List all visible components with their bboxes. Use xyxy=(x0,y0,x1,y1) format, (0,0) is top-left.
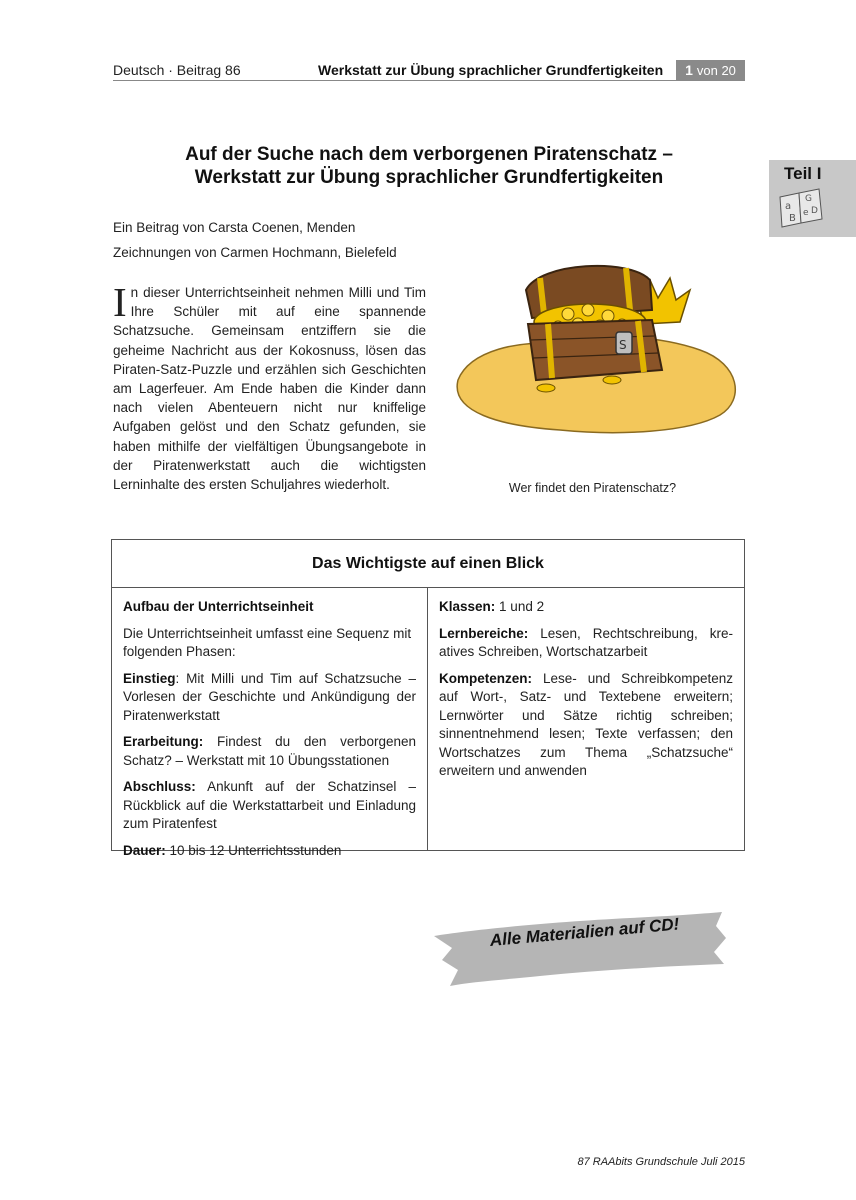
svg-text:G: G xyxy=(805,194,812,204)
author-line: Ein Beitrag von Carsta Coenen, Menden xyxy=(113,220,356,235)
page-total: von 20 xyxy=(696,62,736,78)
svg-text:B: B xyxy=(789,213,796,224)
erarbeitung-label: Erarbeitung: xyxy=(123,734,204,749)
structure-heading: Aufbau der Unterrichtseinheit xyxy=(123,599,314,614)
page-indicator xyxy=(676,60,745,80)
treasure-chest-illustration xyxy=(440,240,745,450)
footer-publication: 87 RAAbits Grundschule Juli 2015 xyxy=(577,1156,745,1168)
kompetenzen-label: Kompetenzen: xyxy=(439,670,533,686)
page-number: 1 xyxy=(685,62,693,78)
cd-banner-brushstroke xyxy=(430,908,730,990)
intro-paragraph xyxy=(113,279,426,494)
einstieg-text: Mit Milli und Tim auf Schatzsuche – Vorlesen der Geschichte und Ankündigung der Piratenwerkstatt xyxy=(123,670,416,723)
svg-text:e: e xyxy=(803,208,809,218)
header-subject: Deutsch · Beitrag 86 xyxy=(113,62,241,78)
abc-book-icon xyxy=(777,185,825,229)
svg-text:D: D xyxy=(811,206,818,216)
cd-banner-text: Alle Materialien auf CD! xyxy=(489,914,680,950)
klassen-label: Klassen: xyxy=(439,599,496,614)
section-tab xyxy=(769,160,856,237)
svg-text:S: S xyxy=(619,338,627,352)
abschluss-label: Abschluss: xyxy=(123,779,196,794)
title-line-1: Auf der Suche nach dem verborgenen Piratenschatz – xyxy=(185,144,673,165)
summary-right-column xyxy=(428,588,744,850)
abschluss-text: Ankunft auf der Schatzinsel – Rückblick auf die Werkstattarbeit und Einladung zum Piratenfest xyxy=(123,779,416,831)
summary-heading: Das Wichtigste auf einen Blick xyxy=(112,540,744,588)
intro-dropcap: I xyxy=(113,279,127,325)
section-tab-label: Teil I xyxy=(784,164,822,183)
header-title: Werkstatt zur Übung sprachlicher Grundfertigkeiten xyxy=(318,62,664,78)
intro-text: n dieser Unterrichtseinheit nehmen Milli und Tim Ihre Schüler mit auf eine spannende Schatzsuche. Gemeinsam entziffern sie die geheime Nachricht aus der Kokosnuss, lösen das Piraten-Satz-Puzzle und erzählen sich Geschichten am Lagerfeuer. Am Ende haben die Kinder dann nach vielen Abenteuern nicht nur kniffelige Aufgaben gelöst und den Schatz gefunden, sie haben mithilfe der vielfältigen Übungsangebote in der Piratenwerkstatt auch die wichtigsten Lerninhalte des ersten Schuljahres wiederholt. xyxy=(113,285,426,493)
lernbereiche-label: Lernbereiche: xyxy=(439,625,529,641)
svg-text:a: a xyxy=(785,201,792,212)
erarbeitung-text: Findest du den verborgenen Schatz? – Werkstatt mit 10 Übungsstationen xyxy=(123,734,416,768)
image-caption: Wer findet den Piratenschatz? xyxy=(508,481,677,495)
structure-intro: Die Unterrichtseinheit umfasst eine Sequenz mit folgenden Phasen: xyxy=(123,625,412,659)
header-divider xyxy=(113,80,745,81)
lernbereiche-text: Lesen, Rechtschreibung, kreatives Schreiben, Wortschatzarbeit xyxy=(439,625,733,659)
summary-box xyxy=(111,539,745,858)
klassen-text: 1 und 2 xyxy=(499,599,545,614)
illustrator-line: Zeichnungen von Carmen Hochmann, Bielefeld xyxy=(113,245,397,260)
summary-left-column: Aufbau der Unterrichtseinheit Die Unterrichtseinheit umfasst eine Sequenz mit folgenden Phasen: Einstieg: Mit Milli und Tim auf Schatzsuche – Vorlesen der Geschichte und Ankündigung der Piratenwerkstatt Erarbeitung: Findest du den verborgenen Schatz? – Werkstatt mit 10 Übungsstationen Abschluss: Ankunft auf der Schatzinsel – Rückblick auf die Werkstattarbeit und Einladung zum Piratenfest Dauer: 10 bis 12 Unterrichtsstunden xyxy=(112,588,428,850)
dauer-text: 10 bis 12 Unterrichtsstunden xyxy=(169,842,342,858)
dauer-label: Dauer: xyxy=(123,842,166,858)
page-title xyxy=(113,143,745,189)
kompetenzen-text: Lese- und Schreibkompetenz auf Wort-, Satz- und Textebene erweitern; Lernwörter und Sätze richtig schreiben; sinnentnehmend lesen; Texte verfassen; den Wortschatzes zum Thema „Schatzsuche“ erweitern und anwenden xyxy=(439,670,733,778)
title-line-2: Werkstatt zur Übung sprachlicher Grundfertigkeiten xyxy=(194,167,664,188)
einstieg-label: Einstieg xyxy=(123,670,176,686)
